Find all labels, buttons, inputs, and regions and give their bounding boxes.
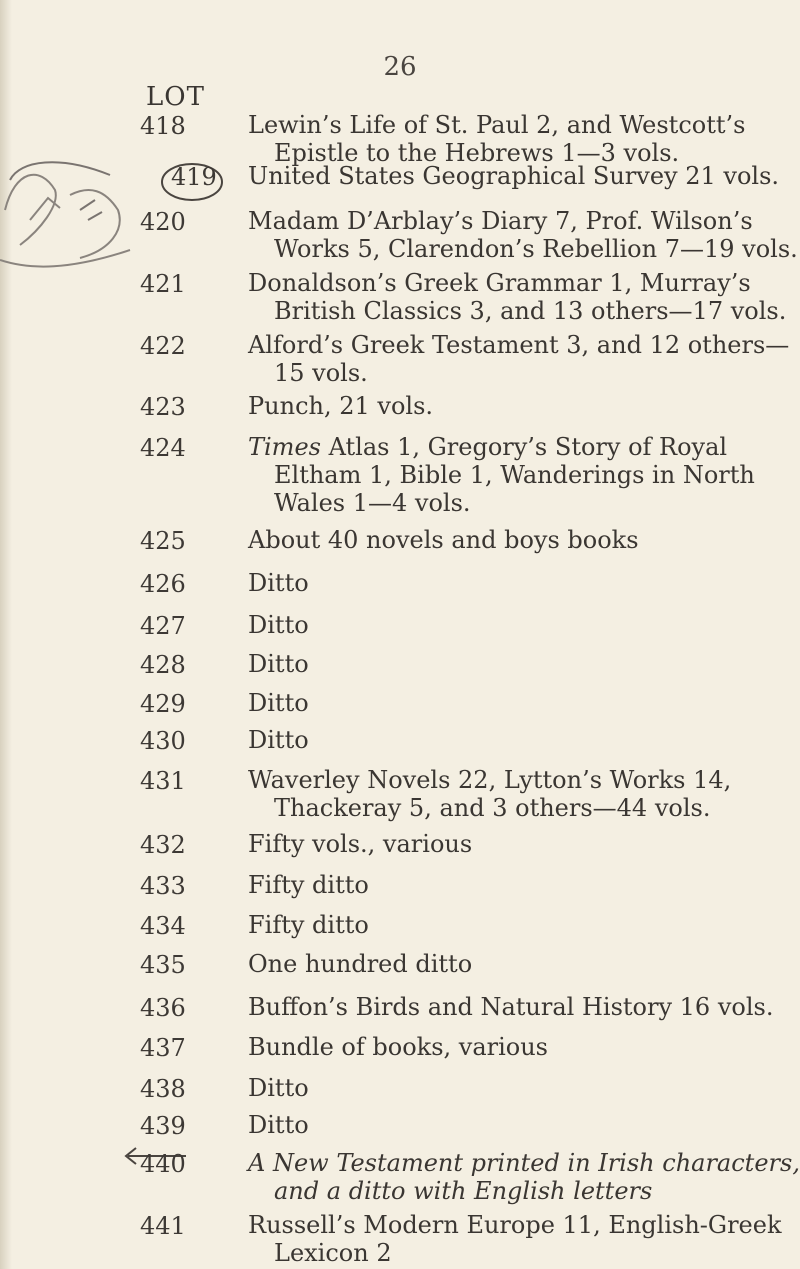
lot-description-line: 15 vols. — [274, 359, 368, 387]
lot-description — [248, 331, 793, 387]
lot-description-line: Punch, 21 vols. — [248, 392, 434, 420]
lot-description — [248, 650, 793, 678]
lot-description — [248, 726, 793, 754]
lot-description-line: About 40 novels and boys books — [248, 526, 639, 554]
lot-description — [248, 871, 793, 899]
lot-description-line: Ditto — [248, 1074, 309, 1102]
page-number: 26 — [383, 52, 417, 82]
lot-description — [248, 689, 793, 717]
lot-description-line: Wales 1—4 vols. — [274, 489, 471, 517]
lot-description-line: and a ditto with English letters — [274, 1177, 653, 1205]
lot-description — [248, 526, 793, 554]
lot-number: 435 — [140, 951, 186, 979]
lot-description — [248, 830, 793, 858]
lot-description-line: Ditto — [248, 689, 309, 717]
lot-description — [248, 269, 793, 325]
lot-description-line: United States Geographical Survey 21 vols. — [248, 162, 780, 190]
lot-description-line: Ditto — [248, 650, 309, 678]
lot-description-line: A New Testament printed in Irish characters, — [248, 1149, 800, 1177]
lot-number: 423 — [140, 393, 186, 421]
lot-description-line: Madam D’Arblay’s Diary 7, Prof. Wilson’s — [248, 207, 753, 235]
lot-description — [248, 1033, 793, 1061]
lot-number: 441 — [140, 1212, 186, 1240]
lot-description-line: Ditto — [248, 611, 309, 639]
lot-description — [248, 1149, 800, 1205]
lot-description-line: Fifty ditto — [248, 911, 369, 939]
lot-number: 426 — [140, 570, 186, 598]
lot-description-line: Fifty vols., various — [248, 830, 473, 858]
lot-description — [248, 950, 793, 978]
lot-number: 424 — [140, 434, 186, 462]
lot-description-line: Ditto — [248, 1111, 309, 1139]
lot-description-line: Epistle to the Hebrews 1—3 vols. — [274, 139, 680, 167]
lot-description — [248, 569, 793, 597]
lot-description-line: Russell’s Modern Europe 11, English-Greek — [248, 1211, 782, 1239]
lot-description — [248, 111, 793, 167]
lot-description — [248, 911, 793, 939]
lot-number: 429 — [140, 690, 186, 718]
lot-number: 433 — [140, 872, 186, 900]
lot-description — [248, 611, 793, 639]
lot-number: 440 — [140, 1150, 186, 1178]
lot-number: 428 — [140, 651, 186, 679]
lot-description-line: One hundred ditto — [248, 950, 473, 978]
lot-number: 431 — [140, 767, 186, 795]
lot-description — [248, 766, 793, 822]
lot-description-line: Times Atlas 1, Gregory’s Story of Royal — [248, 433, 728, 461]
lot-description-line: Alford’s Greek Testament 3, and 12 others— — [248, 331, 790, 359]
lot-number: 432 — [140, 831, 186, 859]
lot-number: 427 — [140, 612, 186, 640]
lot-description-line: Ditto — [248, 569, 309, 597]
lot-description-line: Waverley Novels 22, Lytton’s Works 14, — [248, 766, 732, 794]
lot-description-line: Buffon’s Birds and Natural History 16 vols. — [248, 993, 774, 1021]
lot-number: 437 — [140, 1034, 186, 1062]
lot-description — [248, 1211, 793, 1267]
lot-number: 438 — [140, 1075, 186, 1103]
lot-description — [248, 207, 798, 263]
lot-description — [248, 392, 793, 420]
lot-number: 430 — [140, 727, 186, 755]
lot-number: 425 — [140, 527, 186, 555]
lot-description-line: British Classics 3, and 13 others—17 vols. — [274, 297, 787, 325]
lot-description-line: Fifty ditto — [248, 871, 369, 899]
lot-description-line: Lexicon 2 — [274, 1239, 392, 1267]
lot-number: 420 — [140, 208, 186, 236]
lot-description — [248, 1074, 793, 1102]
lot-number: 419 — [171, 163, 217, 191]
lot-description — [248, 433, 793, 517]
lot-description-line: Donaldson’s Greek Grammar 1, Murray’s — [248, 269, 751, 297]
lot-number: 436 — [140, 994, 186, 1022]
lot-description-line: Lewin’s Life of St. Paul 2, and Westcott’s — [248, 111, 746, 139]
lot-column-header: LOT — [146, 82, 205, 112]
lot-description-line: Thackeray 5, and 3 others—44 vols. — [274, 794, 711, 822]
lot-number: 439 — [140, 1112, 186, 1140]
lot-number: 421 — [140, 270, 186, 298]
lot-description-line: Eltham 1, Bible 1, Wanderings in North — [274, 461, 755, 489]
lot-description — [248, 993, 793, 1021]
lot-number: 434 — [140, 912, 186, 940]
lot-description-line: Ditto — [248, 726, 309, 754]
lot-description-line: Works 5, Clarendon’s Rebellion 7—19 vols. — [274, 235, 798, 263]
lot-description-line: Bundle of books, various — [248, 1033, 548, 1061]
lot-number: 422 — [140, 332, 186, 360]
lot-description — [248, 1111, 793, 1139]
lot-description — [248, 162, 793, 190]
lot-number: 418 — [140, 112, 186, 140]
